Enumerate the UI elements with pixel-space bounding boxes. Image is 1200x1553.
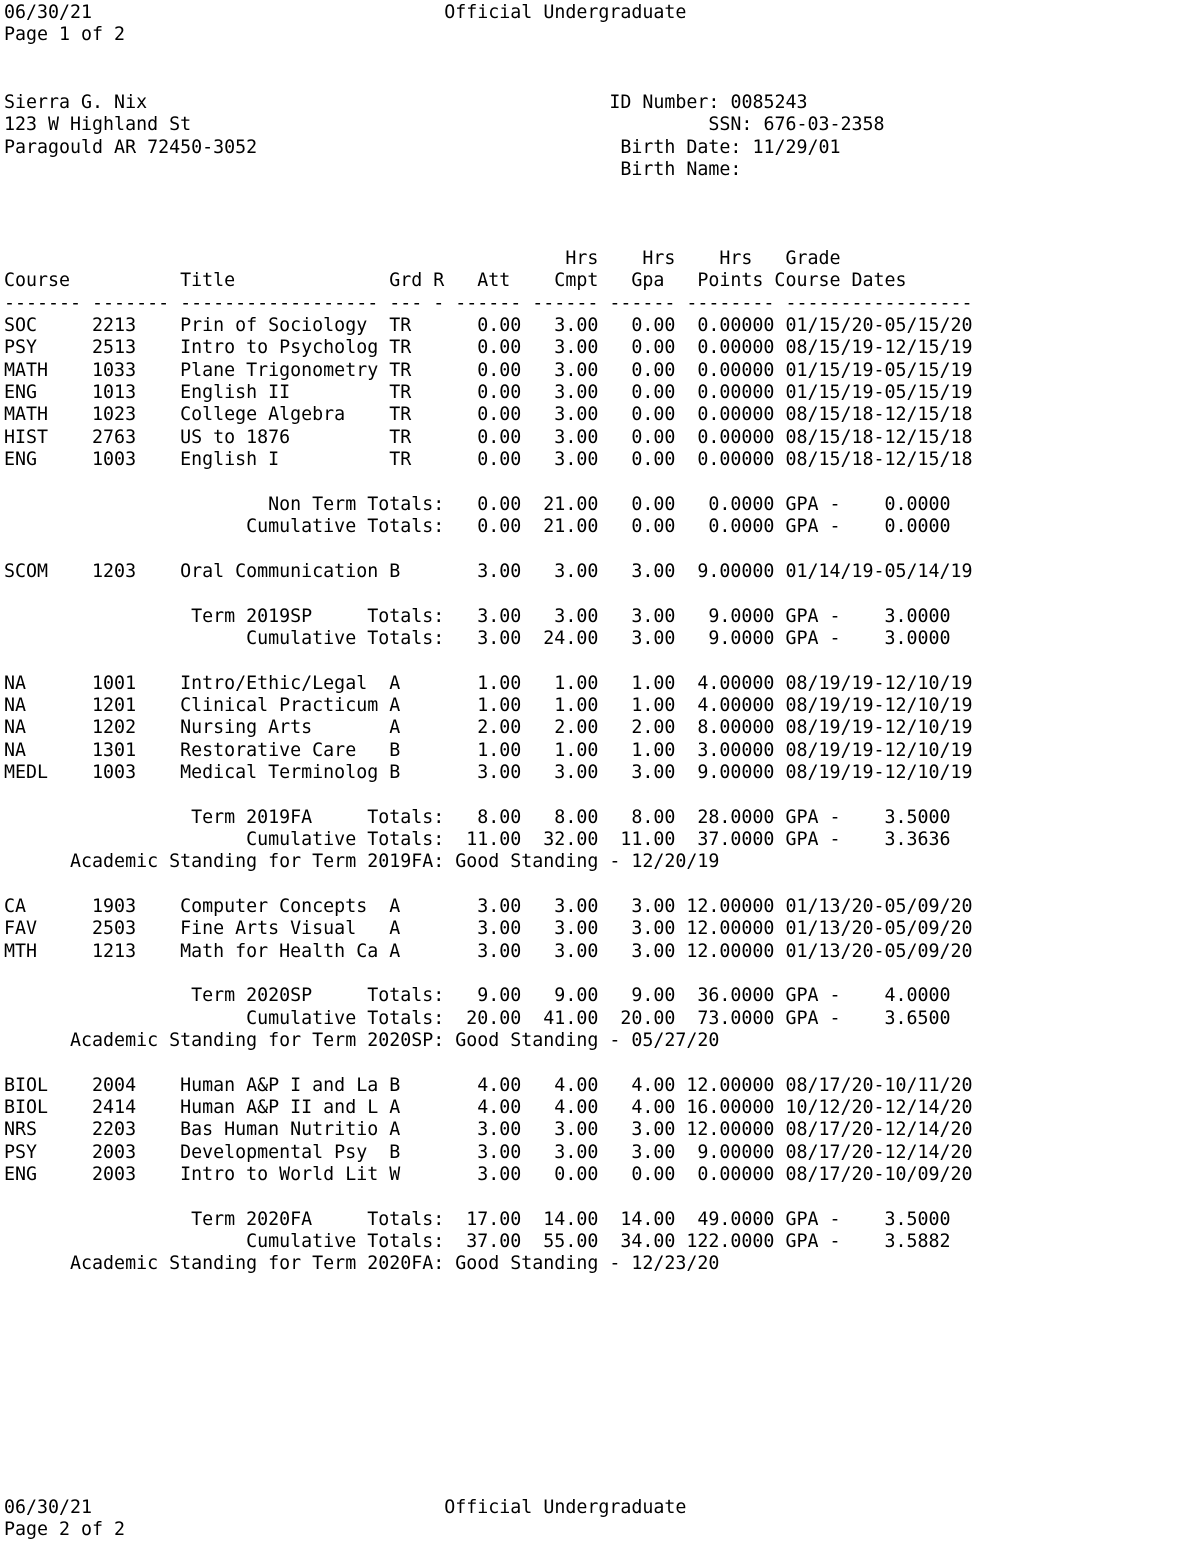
transcript-line <box>4 1186 973 1208</box>
transcript-line: Cumulative Totals: 0.00 21.00 0.00 0.0000 GPA - 0.0000 <box>4 516 951 538</box>
transcript-line: Cumulative Totals: 11.00 32.00 11.00 37.0000 GPA - 3.3636 <box>4 828 951 850</box>
birth-date-value: 11/29/01 <box>752 136 841 158</box>
page-header-2 <box>4 1497 686 1542</box>
transcript-lines <box>4 248 973 1276</box>
transcript-line <box>4 471 973 493</box>
student-line-2 <box>4 114 885 136</box>
transcript-line: BIOL 2004 Human A&P I and La B 4.00 4.00 4.00 12.00000 08/17/20-10/11/20 <box>4 1074 973 1096</box>
transcript-line: PSY 2513 Intro to Psycholog TR 0.00 3.00 0.00 0.00000 08/15/19-12/15/19 <box>4 337 973 359</box>
transcript-line: MATH 1023 College Algebra TR 0.00 3.00 0.00 0.00000 08/15/18-12/15/18 <box>4 404 973 426</box>
transcript-line: Term 2019FA Totals: 8.00 8.00 8.00 28.0000 GPA - 3.5000 <box>4 806 951 828</box>
transcript-line: Cumulative Totals: 37.00 55.00 34.00 122.0000 GPA - 3.5882 <box>4 1231 951 1253</box>
transcript-line: Course Title Grd R Att Cmpt Gpa Points Course Dates <box>4 270 907 292</box>
transcript-line: NRS 2203 Bas Human Nutritio A 3.00 3.00 3.00 12.00000 08/17/20-12/14/20 <box>4 1119 973 1141</box>
header-date: 06/30/21 <box>4 2 93 23</box>
footer-date: 06/30/21 <box>4 1497 93 1518</box>
transcript-line: ENG 1013 English II TR 0.00 3.00 0.00 0.00000 01/15/19-05/15/19 <box>4 382 973 404</box>
transcript-line <box>4 963 973 985</box>
transcript-line: Term 2020FA Totals: 17.00 14.00 14.00 49.0000 GPA - 3.5000 <box>4 1208 951 1230</box>
transcript-line: CA 1903 Computer Concepts A 3.00 3.00 3.00 12.00000 01/13/20-05/09/20 <box>4 895 973 917</box>
student-line-1 <box>4 92 885 114</box>
transcript-line: ENG 1003 English I TR 0.00 3.00 0.00 0.00000 08/15/18-12/15/18 <box>4 449 973 471</box>
transcript-line: MEDL 1003 Medical Terminolog B 3.00 3.00 3.00 9.00000 08/19/19-12/10/19 <box>4 761 973 783</box>
footer-page-number: Page 2 of 2 <box>4 1519 126 1541</box>
header-page-number: Page 1 of 2 <box>4 24 126 46</box>
transcript-line: HIST 2763 US to 1876 TR 0.00 3.00 0.00 0.00000 08/15/18-12/15/18 <box>4 426 973 448</box>
transcript-line <box>4 650 973 672</box>
student-line-3 <box>4 137 885 159</box>
transcript-line: Cumulative Totals: 3.00 24.00 3.00 9.0000 GPA - 3.0000 <box>4 627 951 649</box>
transcript-line: NA 1001 Intro/Ethic/Legal A 1.00 1.00 1.00 4.00000 08/19/19-12/10/19 <box>4 672 973 694</box>
id-label: ID Number: <box>609 92 720 113</box>
transcript-line: Non Term Totals: 0.00 21.00 0.00 0.0000 GPA - 0.0000 <box>4 493 951 515</box>
header-line-1 <box>4 2 686 24</box>
transcript-line: MTH 1213 Math for Health Ca A 3.00 3.00 3.00 12.00000 01/13/20-05/09/20 <box>4 940 973 962</box>
transcript-line: BIOL 2414 Human A&P II and L A 4.00 4.00 4.00 16.00000 10/12/20-12/14/20 <box>4 1097 973 1119</box>
transcript-line: FAV 2503 Fine Arts Visual A 3.00 3.00 3.00 12.00000 01/13/20-05/09/20 <box>4 918 973 940</box>
id-number: 0085243 <box>730 92 808 113</box>
transcript-line: ENG 2003 Intro to World Lit W 3.00 0.00 0.00 0.00000 08/17/20-10/09/20 <box>4 1164 973 1186</box>
transcript-line <box>4 538 973 560</box>
student-info <box>4 92 885 181</box>
transcript-line: PSY 2003 Developmental Psy B 3.00 3.00 3.00 9.00000 08/17/20-12/14/20 <box>4 1141 973 1163</box>
transcript-line: Hrs Hrs Hrs Grade <box>4 248 841 269</box>
transcript-line: Academic Standing for Term 2019FA: Good Standing - 12/20/19 <box>4 851 720 873</box>
footer-line-1 <box>4 1497 686 1519</box>
page-header-1 <box>4 2 686 47</box>
student-line-4 <box>4 159 885 181</box>
transcript-line: MATH 1033 Plane Trigonometry TR 0.00 3.00 0.00 0.00000 01/15/19-05/15/19 <box>4 359 973 381</box>
transcript-line: SOC 2213 Prin of Sociology TR 0.00 3.00 0.00 0.00000 01/15/20-05/15/20 <box>4 315 973 337</box>
transcript-table <box>4 248 973 1276</box>
address-line-2: Paragould AR 72450-3052 <box>4 136 258 158</box>
transcript-line <box>4 874 973 896</box>
transcript-line: Term 2019SP Totals: 3.00 3.00 3.00 9.0000 GPA - 3.0000 <box>4 605 951 627</box>
transcript-line <box>4 1052 973 1074</box>
birth-name-label: Birth Name: <box>620 159 742 181</box>
address-line-1: 123 W Highland St <box>4 114 192 136</box>
ssn-value: 676-03-2358 <box>763 114 885 136</box>
transcript-line: Academic Standing for Term 2020SP: Good Standing - 05/27/20 <box>4 1030 720 1052</box>
birth-date-label: Birth Date: <box>620 136 742 158</box>
transcript-line: NA 1202 Nursing Arts A 2.00 2.00 2.00 8.00000 08/19/19-12/10/19 <box>4 717 973 739</box>
transcript-line: Cumulative Totals: 20.00 41.00 20.00 73.0000 GPA - 3.6500 <box>4 1007 951 1029</box>
footer-title: Official Undergraduate <box>444 1497 687 1518</box>
transcript-line: NA 1301 Restorative Care B 1.00 1.00 1.00 3.00000 08/19/19-12/10/19 <box>4 739 973 761</box>
student-name: Sierra G. Nix <box>4 92 148 113</box>
transcript-line: ------- ------- ------------------ --- - ------ ------ ------ -------- ----------------- <box>4 292 973 314</box>
transcript-line: SCOM 1203 Oral Communication B 3.00 3.00 3.00 9.00000 01/14/19-05/14/19 <box>4 560 973 582</box>
transcript-line: NA 1201 Clinical Practicum A 1.00 1.00 1.00 4.00000 08/19/19-12/10/19 <box>4 694 973 716</box>
header-title: Official Undergraduate <box>444 2 687 23</box>
transcript-line: Academic Standing for Term 2020FA: Good Standing - 12/23/20 <box>4 1253 720 1275</box>
transcript-line <box>4 784 973 806</box>
transcript-line: Term 2020SP Totals: 9.00 9.00 9.00 36.0000 GPA - 4.0000 <box>4 985 951 1007</box>
ssn-label: SSN: <box>708 114 753 136</box>
transcript-line <box>4 583 973 605</box>
